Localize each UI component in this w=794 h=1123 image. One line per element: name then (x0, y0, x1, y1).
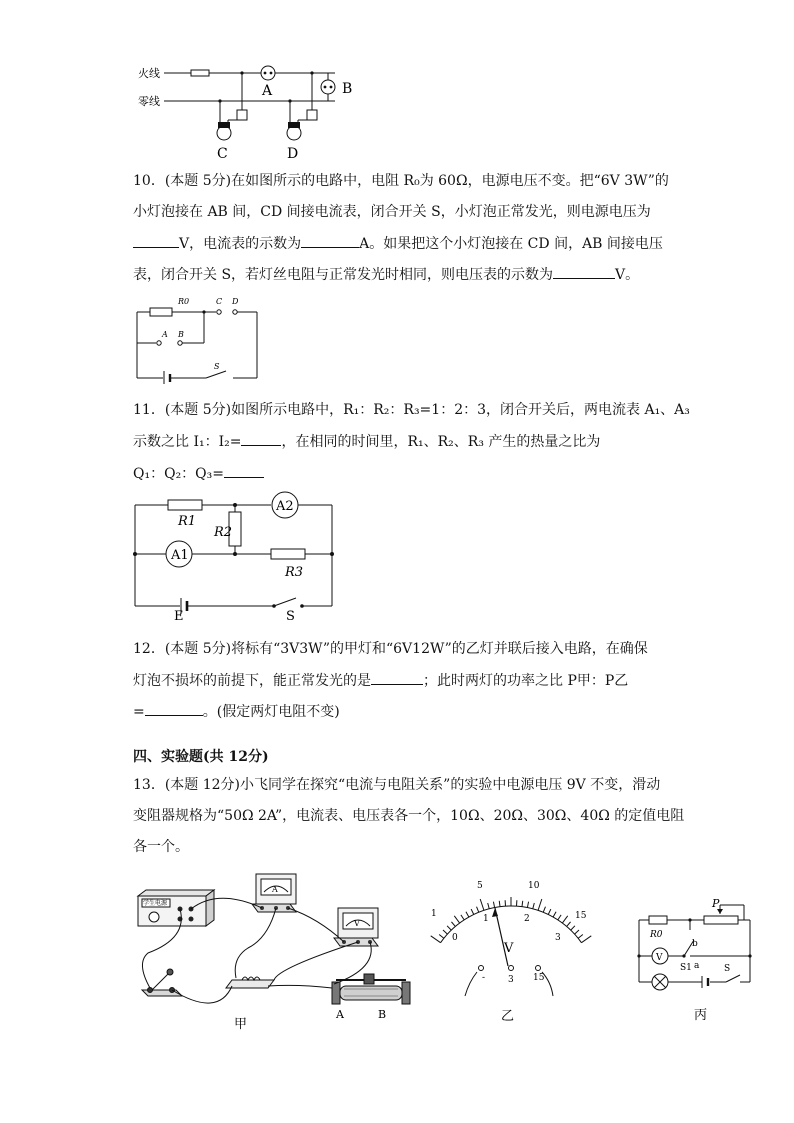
dial-tick (562, 916, 567, 923)
dial-inner-tick-3: 3 (555, 933, 561, 943)
dial-tick (522, 901, 523, 907)
dial-tick (575, 930, 579, 934)
dial-tick (466, 912, 469, 917)
q10-blank-current[interactable] (301, 233, 359, 248)
q13-apparatus-figure (128, 868, 418, 1036)
fig-bing-caption: 丙 (694, 1008, 708, 1023)
neutral-wire-label: 零线 (138, 95, 160, 108)
q13-voltmeter-dial-figure (425, 872, 597, 1028)
dial-tick (477, 907, 479, 913)
dial-tick (480, 899, 484, 910)
q10-blank-voltmeter[interactable] (553, 264, 615, 279)
q12-line-2 (133, 670, 628, 691)
dial-left-small: 1 (431, 909, 437, 919)
q13-line-2: 变阻器规格为“50Ω 2A”，电流表、电压表各一个，10Ω、20Ω、30Ω、40Ω 的定值电阻 (133, 808, 685, 824)
fig-jia-caption: 甲 (234, 1017, 248, 1032)
q12-blank-power-ratio[interactable] (145, 701, 203, 716)
q11-blank-current-ratio[interactable] (241, 431, 281, 446)
dial-tick (499, 901, 500, 907)
q10-circuit-figure (130, 292, 265, 384)
dial-inner-tick-2: 2 (524, 914, 530, 924)
bing-r0-label: R0 (650, 930, 663, 940)
bing-b-label: b (692, 939, 698, 949)
q11-line-3 (133, 463, 264, 484)
q12-line-3b: 。(假定两灯电阻不变) (202, 704, 340, 720)
dial-tick (451, 922, 455, 927)
q12-line-2a: 灯泡不损坏的前提下，能正常发光的是 (133, 673, 371, 689)
q11-line-2b: ，在相同的时间里，R₁、R₂、R₃ 产生的热量之比为 (281, 434, 601, 450)
q10-a-label: A (162, 330, 168, 339)
bing-v-label: V (656, 953, 663, 963)
dial-tick (581, 936, 591, 943)
dial-tick (447, 926, 451, 930)
socket-b-label: B (342, 81, 353, 97)
q11-a1-label: A1 (171, 548, 189, 563)
q11-line-3-text: Q₁：Q₂：Q₃= (133, 466, 224, 482)
q11-circuit-figure (128, 486, 340, 620)
terminal-negative (479, 966, 484, 971)
terminal-15 (536, 966, 541, 971)
q10-d-label: D (232, 297, 239, 306)
dial-terminal-15: 15 (533, 973, 545, 983)
q10-b-label: B (178, 330, 184, 339)
bing-s-label: S (724, 964, 731, 974)
dial-tick (558, 915, 561, 920)
q11-line-1: 11．(本题 5分)如图所示电路中，R₁：R₂：R₃=1：2：3，闭合开关后，两电流表 A₁、A₃ (133, 402, 690, 418)
q10-line-1: 10．(本题 5分)在如图所示的电路中，电阻 R₀为 60Ω，电源电压不变。把“6V 3W”的 (133, 173, 669, 189)
q12-blank-lamp[interactable] (371, 670, 423, 685)
terminal-3 (509, 966, 514, 971)
power-supply-label: 学生电源 (143, 900, 168, 907)
q10-line-2: 小灯泡接在 AB 间，CD 间接电流表，闭合开关 S，小灯泡正常发光，则电源电压为 (133, 204, 651, 220)
dial-terminal-negative: - (482, 973, 486, 983)
dial-tick (538, 899, 542, 910)
socket-a-label: A (262, 83, 273, 99)
q11-s-label: S (286, 609, 295, 620)
q11-r2-label: R2 (214, 525, 233, 540)
dial-tick (527, 902, 528, 908)
q11-line-2 (133, 431, 600, 452)
rheostat-b-label: B (378, 1008, 387, 1021)
dial-tick (543, 907, 545, 913)
dial-terminal-3: 3 (508, 975, 514, 985)
bing-p-label: P (712, 897, 720, 910)
dial-inner-tick-0: 0 (452, 933, 458, 943)
q12-line-3 (133, 701, 340, 722)
q13-line-3: 各一个。 (133, 839, 189, 855)
dial-tick (578, 935, 583, 939)
bing-s1-label: S1 (680, 963, 692, 973)
ammeter-label: A (272, 885, 278, 894)
rheostat-a-label: A (336, 1008, 344, 1021)
q11-blank-heat-ratio[interactable] (224, 463, 264, 478)
dial-unit: V (504, 941, 514, 956)
dial-tick (571, 926, 575, 930)
dial-tick (533, 903, 535, 909)
dial-outer-tick-15: 15 (575, 911, 587, 921)
q11-a2-label: A2 (276, 499, 294, 514)
household-circuit-figure (130, 58, 370, 166)
dial-outer-tick-10: 10 (528, 881, 540, 891)
q11-e-label: E (174, 609, 184, 620)
q12-line-3a: = (133, 704, 145, 720)
dial-tick (439, 935, 444, 939)
dial-tick (553, 912, 556, 917)
dial-outer-tick-5: 5 (477, 881, 483, 891)
dial-inner-tick-1: 1 (483, 914, 489, 924)
dial-tick (461, 915, 464, 920)
q11-r3-label: R3 (285, 565, 304, 580)
q10-line-3b: A。如果把这个小灯泡接在 CD 间，AB 间接电压 (359, 236, 663, 252)
dial-needle (495, 908, 508, 966)
dial-tick (431, 936, 441, 943)
dial-tick (454, 916, 459, 923)
bing-a-label: a (694, 961, 700, 971)
q10-r0-label: R0 (178, 297, 190, 306)
dial-tick (548, 909, 551, 914)
dial-tick (443, 930, 447, 934)
dial-tick (567, 922, 571, 927)
q12-line-2b: ；此时两灯的功率之比 P甲：P乙 (423, 673, 629, 689)
q10-c-label: C (216, 297, 223, 306)
section-4-title: 四、实验题(共 12分) (133, 749, 269, 765)
dial-tick (493, 902, 494, 908)
q12-line-1: 12．(本题 5分)将标有“3V3W”的甲灯和“6V12W”的乙灯并联后接入电路，在确保 (133, 641, 648, 657)
dial-tick (471, 909, 474, 914)
q10-line-4 (133, 264, 639, 285)
q10-line-3a: V，电流表的示数为 (179, 236, 302, 252)
q11-r1-label: R1 (178, 514, 197, 529)
lamp-c-label: C (217, 146, 228, 162)
live-wire-label: 火线 (138, 67, 160, 80)
q13-circuit-figure (632, 895, 760, 1029)
q10-line-4b: V。 (615, 267, 640, 283)
voltmeter-label: V (354, 919, 360, 928)
q10-line-3 (133, 233, 663, 254)
fig-yi-caption: 乙 (501, 1009, 515, 1024)
dial-tick (488, 903, 490, 909)
lamp-d-label: D (287, 146, 299, 162)
q10-blank-voltage[interactable] (133, 233, 179, 248)
q13-line-1: 13．(本题 12分)小飞同学在探究“电流与电阻关系”的实验中电源电压 9V 不变，滑动 (133, 777, 661, 793)
q11-line-2a: 示数之比 I₁：I₂= (133, 434, 242, 450)
q10-line-4a: 表，闭合开关 S，若灯丝电阻与正常发光时相同，则电压表的示数为 (133, 267, 554, 283)
q10-s-label: S (214, 362, 220, 371)
